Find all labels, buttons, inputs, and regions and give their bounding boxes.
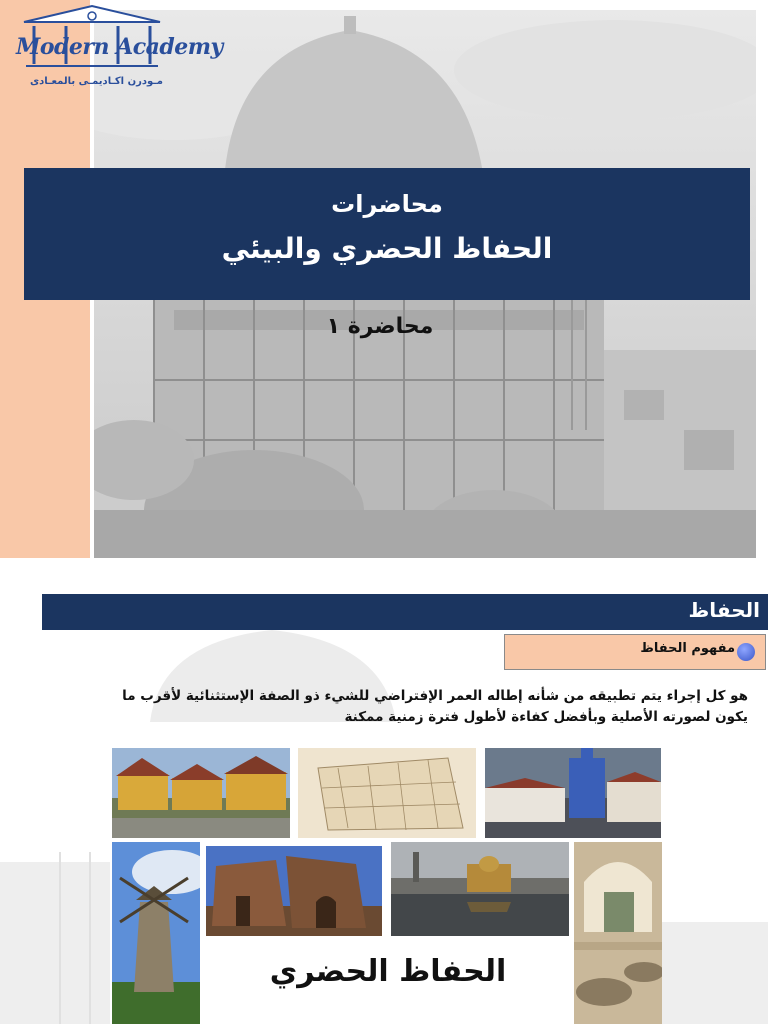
concept-label: مفهوم الحفاظ <box>640 641 735 656</box>
title-box <box>24 168 750 300</box>
colonial-church-photo <box>485 748 661 838</box>
bottom-title-panel <box>206 936 570 1024</box>
windmill-photo <box>112 842 200 1024</box>
logo-name: Modern Academy <box>16 34 223 60</box>
definition-line-2: يكون لصورته الأصلية وبأفضل كفاءة لأطول فترة زمنية ممكنة <box>344 709 748 725</box>
urban-conservation-title: الحفاظ الحضري <box>269 954 507 989</box>
logo-arabic-name: مـودرن اكـاديمـى بالمعـادى <box>30 76 163 87</box>
definition-text <box>30 686 748 728</box>
golden-temple-photo <box>391 842 569 936</box>
stone-ruins-photo <box>206 846 382 936</box>
modern-academy-logo <box>4 4 223 92</box>
course-title: الحفاظ الحضري والبيئي <box>221 232 553 265</box>
section-title: الحفاظ <box>688 598 760 622</box>
arched-interior-photo <box>574 842 662 1024</box>
lecture-number: محاضرة ١ <box>326 314 434 339</box>
section-header-bar <box>42 594 768 630</box>
historic-city-map <box>298 748 476 838</box>
bullet-sphere-icon <box>737 643 755 661</box>
yellow-houses-photo <box>112 748 290 838</box>
concept-heading-box <box>504 634 766 670</box>
lectures-heading: محاضرات <box>331 190 443 218</box>
definition-line-1: هو كل إجراء يتم تطبيقه من شأنه إطاله العمر الإفتراضي للشيء ذو الصفة الإستثنائية لأقرب ما <box>122 688 748 704</box>
conservation-slide <box>0 582 768 1024</box>
